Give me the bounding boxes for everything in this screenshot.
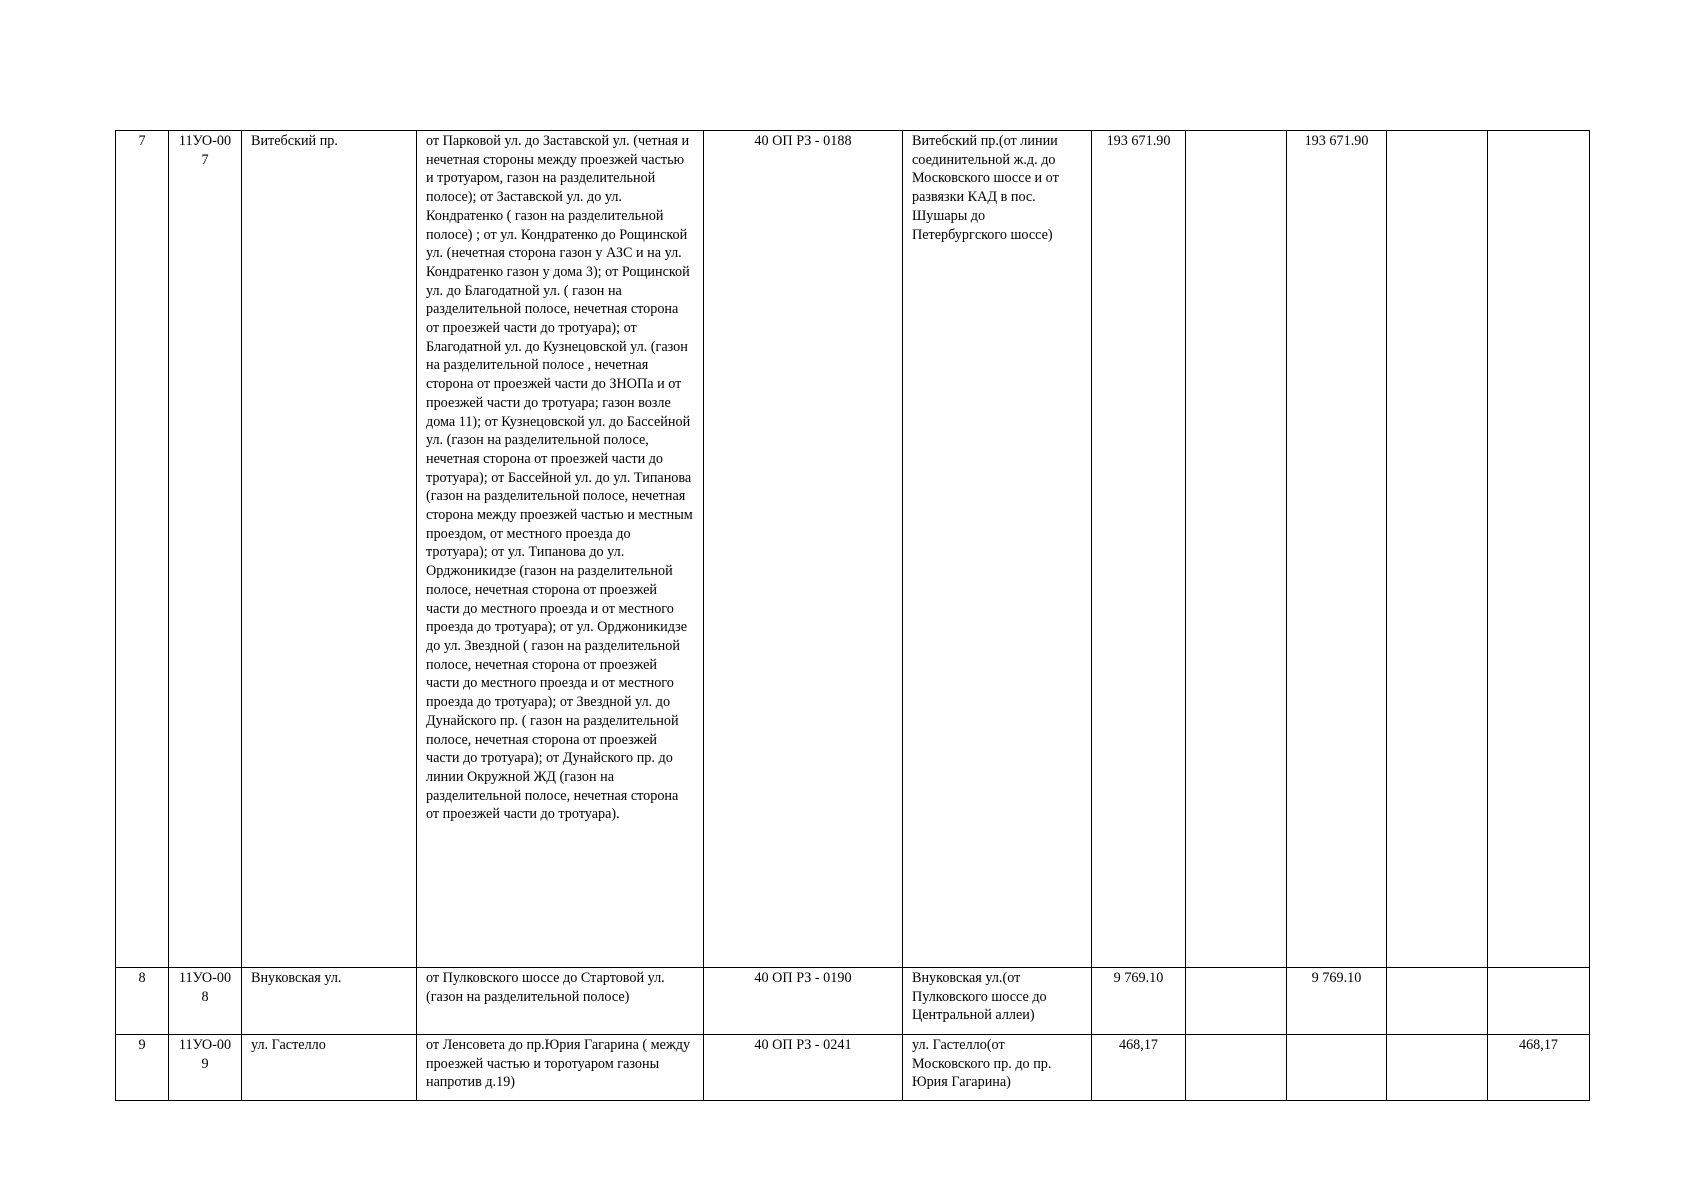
value-cell [1387,131,1488,968]
value-cell [1287,1035,1387,1101]
road-name: Внуковская ул.(от Пулковского шоссе до Центральной аллеи) [903,968,1092,1035]
value-cell [1488,968,1590,1035]
object-code: 11УО-007 [169,131,242,968]
value-cell: 193 671.90 [1287,131,1387,968]
table-row [116,131,1590,968]
section-description: от Парковой ул. до Заставской ул. (четная и нечетная стороны между проезжей частью и тротуаром, газон на разделительной полосе); от Заставской ул. до ул. Кондратенко ( газон на разделительной полосе) ; от ул. Кондратенко до Рощинской ул. (нечетная сторона газон у АЗС и на ул. Кондратенко газон у дома 3); от Рощинской ул. до Благодатной ул. ( газон на разделительной полосе, нечетная сторона от проезжей части до тротуара); от Благодатной ул. до Кузнецовской ул. (газон на разделительной полосе , нечетная сторона от проезжей части до ЗНОПа и от проезжей части до тротуара; газон возле дома 11); от Кузнецовской ул. до Бассейной ул. (газон на разделительной полосе, нечетная сторона от проезжей части до тротуара); от Бассейной ул. до ул. Типанова (газон на разделительной полосе, нечетная сторона между проезжей частью и местным проездом, от местного проезда до тротуара); от ул. Типанова до ул. Орджоникидзе (газон на разделительной полосе, нечетная сторона от проезжей части до местного проезда и от местного проезда до тротуара); от ул. Орджоникидзе до ул. Звездной ( газон на разделительной полосе, нечетная сторона от проезжей части до местного проезда и от местного проезда до тротуара); от Звездной ул. до Дунайского пр. ( газон на разделительной полосе, нечетная сторона от проезжей части до тротуара); от Дунайского пр. до линии Окружной ЖД (газон на разделительной полосе, нечетная сторона от проезжей части до тротуара). [417,131,704,968]
value-cell [1387,1035,1488,1101]
value-cell [1186,968,1287,1035]
table-row [116,968,1590,1035]
value-cell: 9 769.10 [1287,968,1387,1035]
value-cell [1186,1035,1287,1101]
road-name: Витебский пр.(от линии соединительной ж.д. до Московского шоссе и от развязки КАД в пос. Шушары до Петербургского шоссе) [903,131,1092,968]
road-registry-number: 40 ОП РЗ - 0190 [704,968,903,1035]
total-area: 468,17 [1092,1035,1186,1101]
registry-table [115,130,1590,1101]
value-cell: 468,17 [1488,1035,1590,1101]
row-number: 8 [116,968,169,1035]
value-cell [1387,968,1488,1035]
row-number: 9 [116,1035,169,1101]
value-cell [1488,131,1590,968]
value-cell [1186,131,1287,968]
road-registry-number: 40 ОП РЗ - 0188 [704,131,903,968]
section-description: от Пулковского шоссе до Стартовой ул. (газон на разделительной полосе) [417,968,704,1035]
road-registry-number: 40 ОП РЗ - 0241 [704,1035,903,1101]
total-area: 9 769.10 [1092,968,1186,1035]
street-name: Внуковская ул. [242,968,417,1035]
object-code: 11УО-008 [169,968,242,1035]
total-area: 193 671.90 [1092,131,1186,968]
section-description: от Ленсовета до пр.Юрия Гагарина ( между проезжей частью и торотуаром газоны напротив д.19) [417,1035,704,1101]
table-row [116,1035,1590,1101]
road-name: ул. Гастелло(от Московского пр. до пр. Юрия Гагарина) [903,1035,1092,1101]
street-name: ул. Гастелло [242,1035,417,1101]
row-number: 7 [116,131,169,968]
street-name: Витебский пр. [242,131,417,968]
object-code: 11УО-009 [169,1035,242,1101]
